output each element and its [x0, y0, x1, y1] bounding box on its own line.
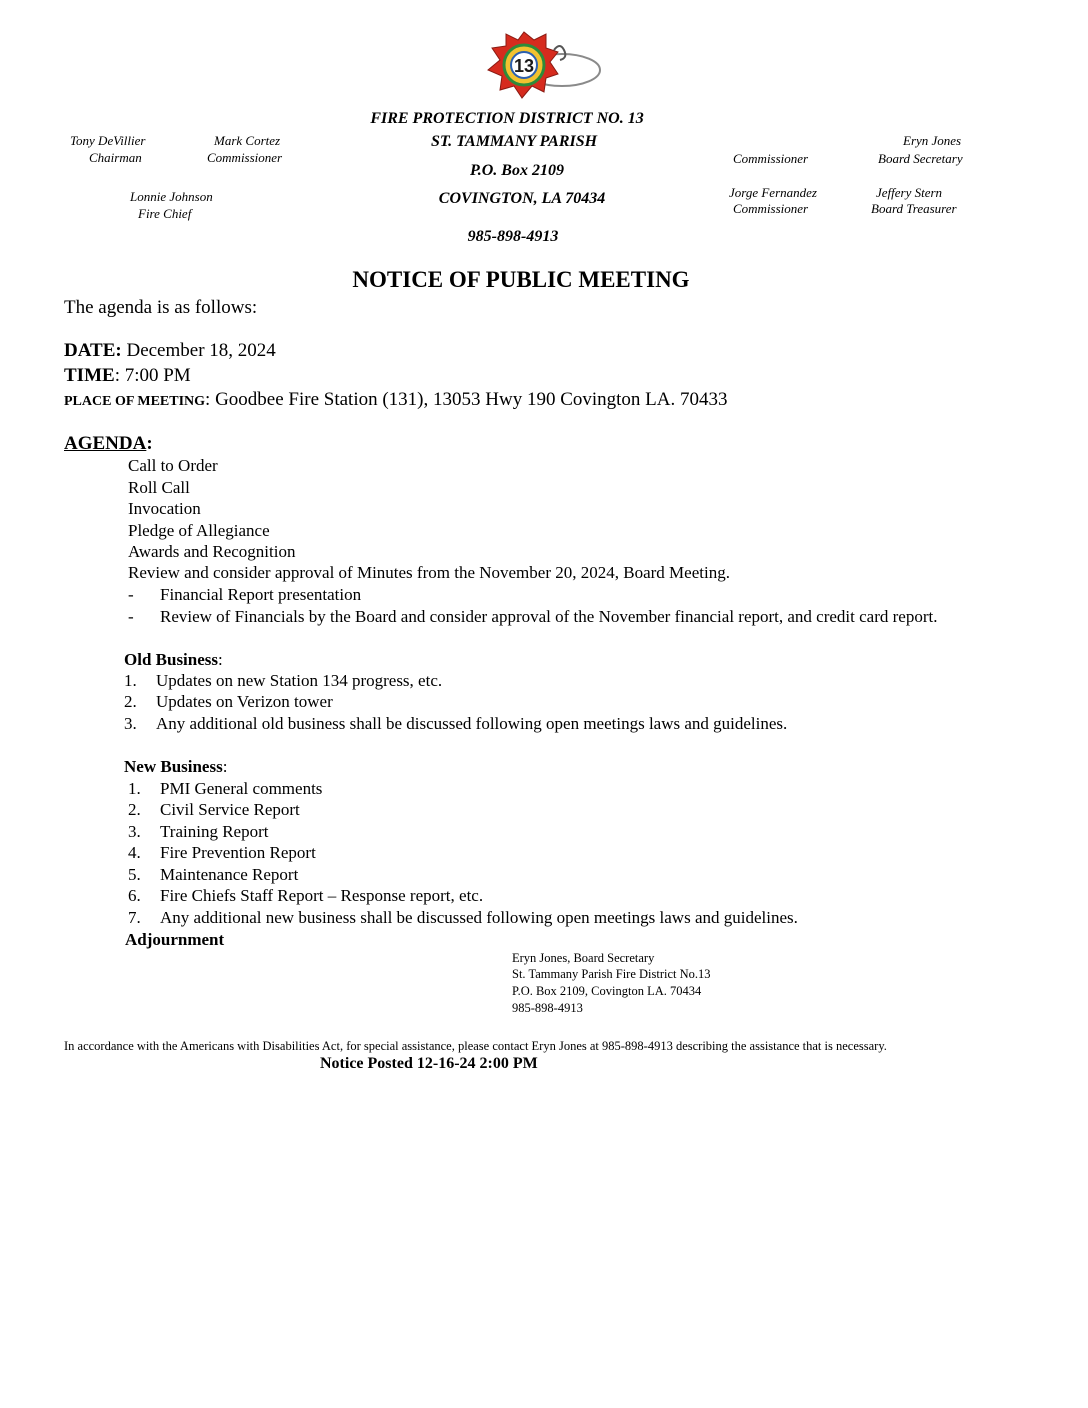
official-title-vacant: Commissioner	[733, 151, 809, 166]
list-number: 4.	[128, 843, 141, 862]
agenda-item: Pledge of Allegiance	[128, 521, 270, 540]
official-title-jeffery: Board Treasurer	[871, 201, 957, 216]
new-business-item: PMI General comments	[160, 779, 323, 798]
agenda-sub-item: Review of Financials by the Board and consider approval of the November financial report, and credit card report.	[160, 607, 938, 626]
agenda-colon: :	[146, 433, 153, 454]
place-label: PLACE OF MEETING	[64, 394, 206, 409]
new-business-item: Training Report	[160, 822, 269, 841]
old-business-item: Updates on new Station 134 progress, etc.	[156, 671, 443, 690]
meeting-time	[64, 365, 191, 387]
new-business-item: Fire Chiefs Staff Report – Response report, etc.	[160, 886, 484, 905]
list-number: 2.	[124, 692, 137, 711]
meeting-date	[64, 340, 276, 362]
official-name-eryn: Eryn Jones	[903, 133, 962, 148]
agenda-sub-item: Financial Report presentation	[160, 585, 362, 604]
org-parish: ST. TAMMANY PARISH	[430, 133, 598, 150]
org-phone: 985-898-4913	[467, 228, 559, 245]
official-title-jorge: Commissioner	[733, 201, 809, 216]
signature-line: 985-898-4913	[512, 1001, 583, 1015]
new-business-label: New Business	[124, 757, 223, 776]
place-value: : Goodbee Fire Station (131), 13053 Hwy 190 Covington LA. 70433	[205, 389, 728, 410]
official-title-tony: Chairman	[89, 150, 142, 165]
agenda-label: AGENDA	[64, 433, 147, 454]
official-title-lonnie: Fire Chief	[138, 206, 192, 221]
official-name-jeffery: Jeffery Stern	[876, 185, 943, 200]
signature-line: P.O. Box 2109, Covington LA. 70434	[512, 984, 702, 998]
logo-number: 13	[513, 56, 535, 76]
time-label: TIME	[64, 365, 115, 386]
list-number: 3.	[124, 714, 137, 733]
list-number: 6.	[128, 886, 141, 905]
agenda-item: Invocation	[128, 499, 201, 518]
old-business-label: Old Business	[124, 650, 219, 669]
official-title-mark: Commissioner	[207, 150, 283, 165]
agenda-item: Review and consider approval of Minutes from the November 20, 2024, Board Meeting.	[128, 563, 730, 582]
official-title-eryn: Board Secretary	[878, 151, 963, 166]
agenda-item: Awards and Recognition	[128, 542, 296, 561]
old-business-heading	[124, 650, 223, 670]
fire-district-logo	[484, 28, 604, 106]
old-business-item: Updates on Verizon tower	[156, 692, 333, 711]
new-business-item: Maintenance Report	[160, 865, 299, 884]
old-business-item: Any additional old business shall be discussed following open meetings laws and guidelines.	[156, 714, 788, 733]
list-number: 7.	[128, 908, 141, 927]
time-value: : 7:00 PM	[114, 365, 191, 386]
date-label: DATE:	[64, 340, 122, 361]
new-business-item: Any additional new business shall be discussed following open meetings laws and guidelines.	[160, 908, 798, 927]
list-number: 1.	[124, 671, 137, 690]
org-name: FIRE PROTECTION DISTRICT NO. 13	[370, 110, 644, 127]
org-po-box: P.O. Box 2109	[470, 162, 564, 179]
official-name-lonnie: Lonnie Johnson	[130, 189, 213, 204]
posted-notice: Notice Posted 12-16-24 2:00 PM	[320, 1055, 538, 1072]
new-business-item: Fire Prevention Report	[160, 843, 316, 862]
list-number: 3.	[128, 822, 141, 841]
page-title: NOTICE OF PUBLIC MEETING	[352, 267, 690, 292]
meeting-place	[64, 389, 728, 411]
new-business-heading	[124, 757, 227, 777]
official-name-mark: Mark Cortez	[214, 133, 281, 148]
list-number: 2.	[128, 800, 141, 819]
new-business-item: Civil Service Report	[160, 800, 300, 819]
agenda-item: Call to Order	[128, 456, 218, 475]
agenda-item: Roll Call	[128, 478, 190, 497]
signature-line: St. Tammany Parish Fire District No.13	[512, 967, 711, 981]
official-name-jorge: Jorge Fernandez	[729, 185, 817, 200]
date-value: December 18, 2024	[121, 340, 276, 361]
adjournment: Adjournment	[125, 930, 225, 949]
old-business-colon: :	[218, 650, 223, 669]
agenda-intro: The agenda is as follows:	[64, 297, 258, 318]
signature-line: Eryn Jones, Board Secretary	[512, 951, 655, 965]
agenda-bullet: -	[128, 585, 134, 604]
ada-notice: In accordance with the Americans with Disabilities Act, for special assistance, please contact Eryn Jones at 985-898-4913 describing the assistance that is necessary.	[64, 1039, 887, 1053]
agenda-bullet: -	[128, 607, 134, 626]
list-number: 1.	[128, 779, 141, 798]
list-number: 5.	[128, 865, 141, 884]
new-business-colon: :	[222, 757, 228, 776]
org-city: COVINGTON, LA 70434	[438, 190, 606, 207]
official-name-tony: Tony DeVillier	[70, 133, 146, 148]
agenda-heading	[64, 433, 153, 455]
